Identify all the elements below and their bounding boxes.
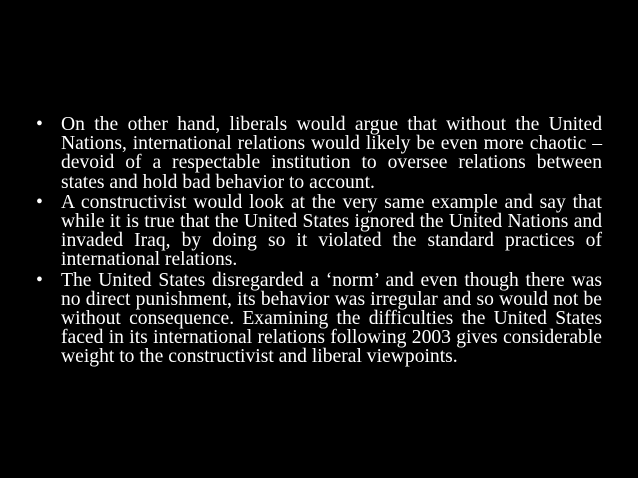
bullet-icon: • [36,114,43,135]
bullet-text: On the other hand, liberals would argue that without the United Nations, international relations would likely be even more chaotic – devoid of a respectable institution to oversee relations between states and hold bad behavior to account. [61,114,602,193]
bullet-text: The United States disregarded a ‘norm’ and even though there was no direct punishment, its behavior was irregular and so would not be without consequence. Examining the difficulties the United States faced in its international relations following 2003 gives considerable weight to the constructivist and liberal viewpoints. [61,269,602,368]
bullet-item-liberals [36,115,602,192]
bullet-icon: • [36,191,43,213]
bullet-icon: • [36,269,43,291]
bullet-list [36,115,602,367]
bullet-item-norm [36,271,602,367]
bullet-text: A constructivist would look at the very same example and say that while it is true that the United States ignored the United Nations and invaded Iraq, by doing so it violated the standard practices of international relations. [61,191,602,271]
bullet-item-constructivist [36,193,602,270]
